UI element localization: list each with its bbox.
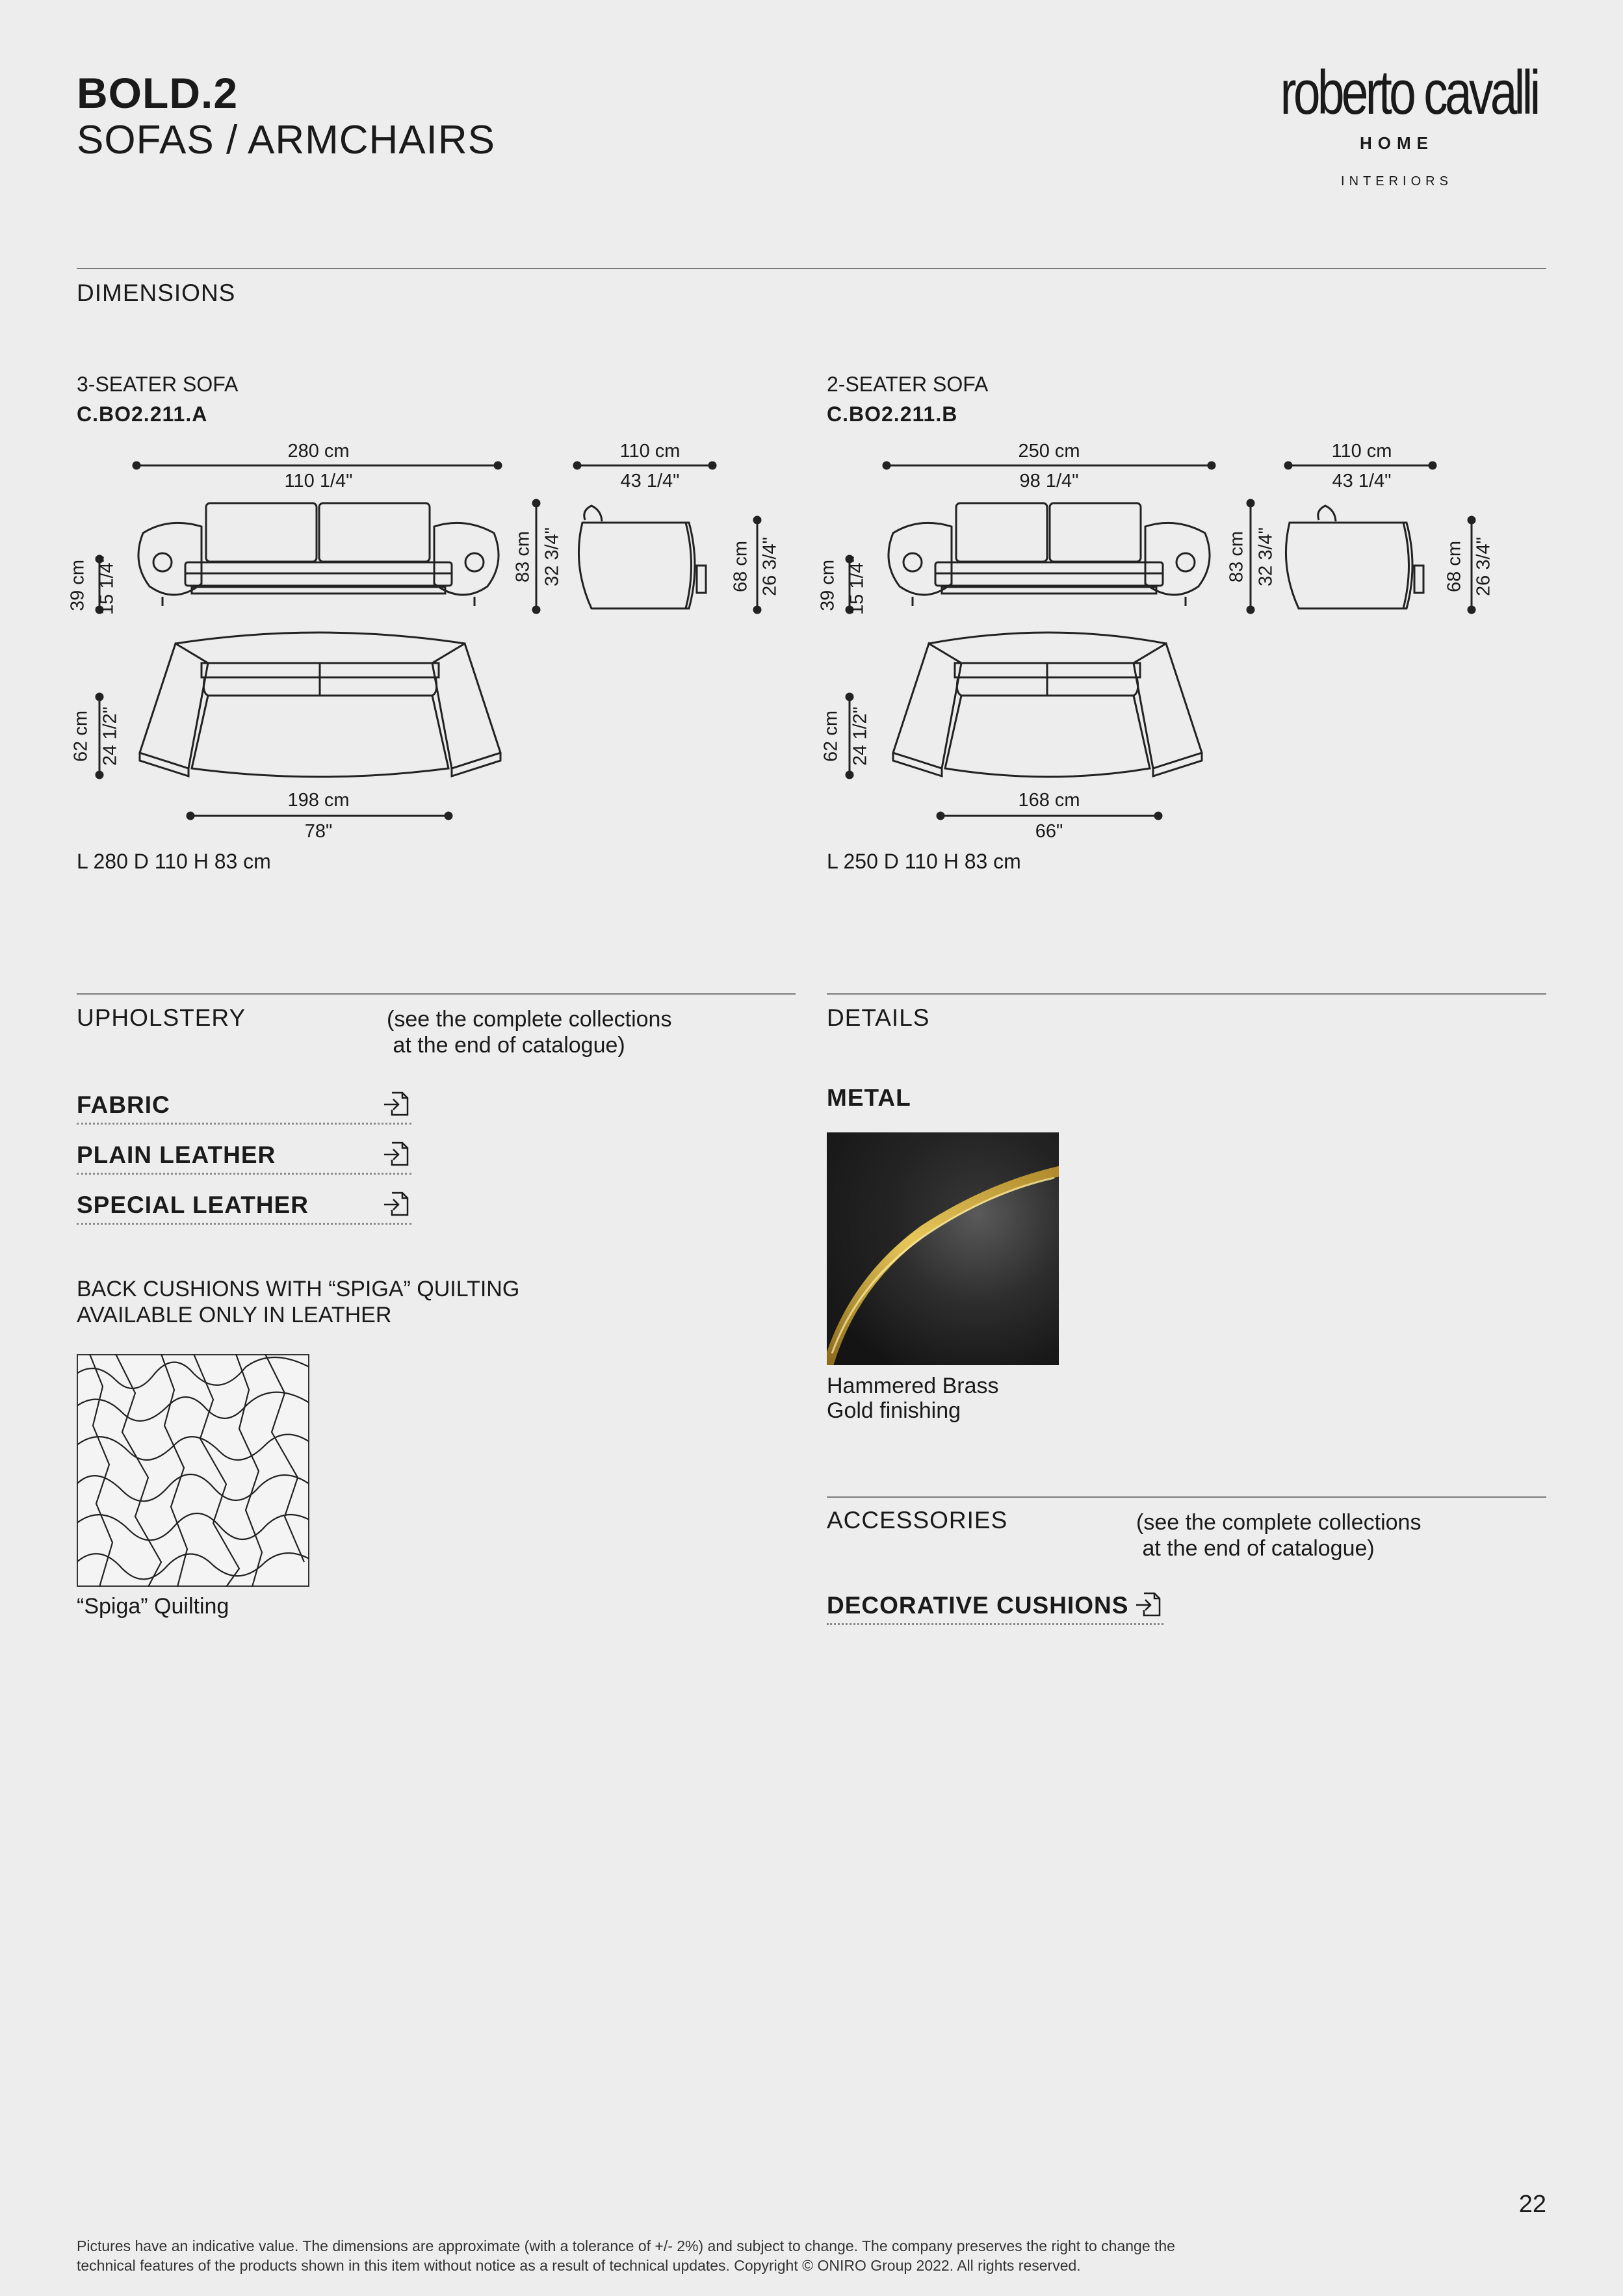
dim-arm-height-in: 26 3/4" bbox=[1473, 537, 1494, 596]
upholstery-note: (see the complete collections at the end of catalogue) bbox=[387, 1007, 672, 1058]
dim-height-cm: 83 cm bbox=[1226, 531, 1247, 582]
decorative-cushions-link[interactable]: DECORATIVE CUSHIONS bbox=[827, 1580, 1163, 1625]
dim-arm-height-cm: 68 cm bbox=[1444, 541, 1465, 592]
dim-depth-cm: 110 cm bbox=[619, 441, 681, 462]
quilting-caption: “Spiga” Quilting bbox=[77, 1594, 229, 1619]
footer-disclaimer: Pictures have an indicative value. The dimensions are approximate (with a tolerance of +/- 2%) and subject to change. The company preserves the right to change the technical features of the products shown in this item without notice as a result of technical updates. Copyright © ONIRO Group 2022. All rights reserved. bbox=[77, 2237, 1175, 2274]
dim-seat-depth-in: 24 1/2" bbox=[99, 707, 121, 766]
dim-width-cm: 250 cm bbox=[1018, 441, 1080, 462]
dim-depth-in: 43 1/4" bbox=[1332, 471, 1392, 491]
sofa-2-seater-drawing bbox=[822, 436, 1537, 852]
dim-seat-depth-in: 24 1/2" bbox=[850, 707, 871, 766]
dim-seat-width-in: 66" bbox=[1035, 821, 1063, 842]
metal-title: METAL bbox=[827, 1084, 911, 1111]
dim-seat-height-in: 15 1/4" bbox=[96, 556, 118, 615]
dim-seat-height-cm: 39 cm bbox=[67, 560, 88, 611]
product-summary: L 250 D 110 H 83 cm bbox=[827, 850, 1021, 873]
dim-seat-width-in: 78" bbox=[304, 821, 333, 842]
dim-height-cm: 83 cm bbox=[512, 531, 534, 582]
product-code: C.BO2.211.A bbox=[77, 402, 208, 426]
dim-seat-width-cm: 198 cm bbox=[287, 790, 350, 811]
dim-width-cm: 280 cm bbox=[287, 441, 350, 462]
dimensions-title: DIMENSIONS bbox=[77, 280, 236, 306]
product-summary: L 280 D 110 H 83 cm bbox=[77, 850, 271, 873]
dim-width-in: 110 1/4" bbox=[284, 471, 353, 491]
hammered-brass-swatch bbox=[827, 1132, 1059, 1365]
product-name: 2-SEATER SOFA bbox=[827, 372, 989, 396]
spiga-quilting-swatch bbox=[77, 1354, 309, 1587]
dim-height-in: 32 3/4" bbox=[1255, 527, 1277, 586]
details-title: DETAILS bbox=[827, 1004, 930, 1031]
brand-logo bbox=[1247, 58, 1546, 189]
dim-seat-height-in: 15 1/4" bbox=[846, 556, 868, 615]
dim-depth-cm: 110 cm bbox=[1331, 441, 1392, 462]
sofa-3-seater-drawing bbox=[71, 436, 786, 852]
accessories-note: (see the complete collections at the end of catalogue) bbox=[1136, 1510, 1422, 1561]
dim-seat-depth-cm: 62 cm bbox=[70, 711, 92, 762]
fabric-link[interactable]: FABRIC bbox=[77, 1079, 411, 1125]
metal-caption: Hammered Brass Gold finishing bbox=[827, 1374, 999, 1423]
dim-width-in: 98 1/4" bbox=[1019, 471, 1079, 491]
product-code: C.BO2.211.B bbox=[827, 402, 958, 426]
open-document-icon bbox=[380, 1088, 411, 1119]
special-leather-link[interactable]: SPECIAL LEATHER bbox=[77, 1179, 411, 1225]
page-subtitle: SOFAS / ARMCHAIRS bbox=[77, 118, 496, 163]
open-document-icon bbox=[1132, 1588, 1163, 1619]
brand-name: roberto cavalli bbox=[1280, 58, 1538, 127]
product-name: 3-SEATER SOFA bbox=[77, 372, 239, 396]
open-document-icon bbox=[380, 1188, 411, 1219]
dim-arm-height-in: 26 3/4" bbox=[759, 537, 781, 596]
quilting-note: BACK CUSHIONS WITH “SPIGA” QUILTING AVAILABLE ONLY IN LEATHER bbox=[77, 1277, 520, 1327]
divider bbox=[827, 993, 1546, 995]
open-document-icon bbox=[380, 1138, 411, 1169]
divider bbox=[77, 268, 1546, 269]
accessories-title: ACCESSORIES bbox=[827, 1507, 1008, 1533]
page-title: BOLD.2 bbox=[77, 69, 239, 117]
brand-home: HOME bbox=[1360, 133, 1434, 153]
page-number: 22 bbox=[1518, 2191, 1546, 2218]
dim-seat-depth-cm: 62 cm bbox=[820, 711, 842, 762]
plain-leather-link[interactable]: PLAIN LEATHER bbox=[77, 1129, 411, 1175]
dim-height-in: 32 3/4" bbox=[541, 527, 563, 586]
dim-arm-height-cm: 68 cm bbox=[730, 541, 751, 592]
divider bbox=[77, 993, 796, 995]
brand-interiors: INTERIORS bbox=[1341, 174, 1453, 189]
dim-seat-width-cm: 168 cm bbox=[1018, 790, 1080, 811]
divider bbox=[827, 1496, 1546, 1498]
dim-seat-height-cm: 39 cm bbox=[817, 560, 838, 611]
upholstery-title: UPHOLSTERY bbox=[77, 1004, 246, 1031]
dim-depth-in: 43 1/4" bbox=[620, 471, 680, 491]
